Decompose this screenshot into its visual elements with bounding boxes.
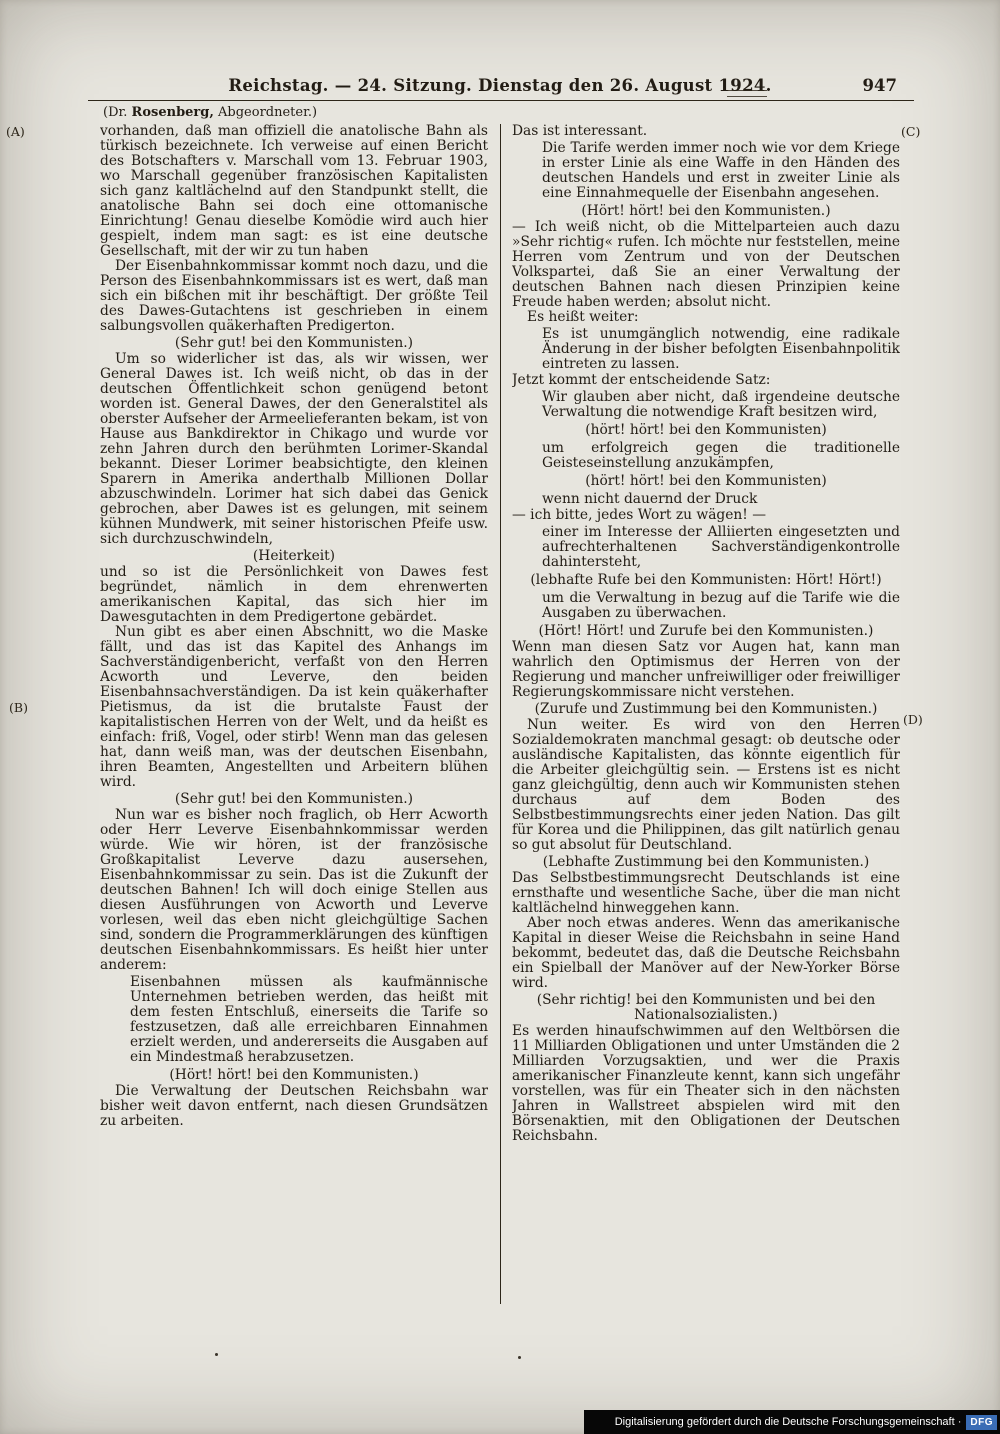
speaker-note-suffix: Abgeordneter.) bbox=[213, 105, 318, 120]
scan-artifact bbox=[727, 90, 767, 97]
interjection-note: (Sehr richtig! bei den Kommunisten und bei den Nationalsozialisten.) bbox=[536, 991, 876, 1023]
speech-paragraph: vorhanden, daß man offiziell die anatolische Bahn als türkisch bezeichnete. Ich verweise auf einen Bericht des Botschafters v. Marschall vom 13. Februar 1903, wo Marschall gegenüber französischen Kapitalisten sich ganz kaltlächelnd auf den Standpunkt stellt, die anatolische Bahn sei doch eine ottomanische Einrichtung! Genau dieselbe Komödie wird auch hier gespielt, indem man sagt: es ist eine deutsche Gesellschaft, mit der wir zu tun haben bbox=[100, 124, 488, 259]
interjection-note: (Heiterkeit) bbox=[252, 547, 336, 564]
interjection-note: (hört! hört! bei den Kommunisten) bbox=[585, 421, 827, 438]
speech-paragraph: — ich bitte, jedes Wort zu wägen! — bbox=[512, 507, 767, 523]
text-columns bbox=[100, 124, 900, 1314]
page-title: Reichstag. — 24. Sitzung. Dienstag den 26. August 1924. bbox=[228, 76, 772, 95]
interjection-note: (Sehr gut! bei den Kommunisten.) bbox=[174, 790, 414, 807]
speech-paragraph: Wenn man diesen Satz vor Augen hat, kann man wahrlich den Optimismus der Herren von der Regierung und mancher unfreiwilliger oder freiwilliger Regierungskommissare nicht verstehen. bbox=[512, 639, 900, 700]
speaker-note-prefix: (Dr. bbox=[103, 105, 132, 120]
interjection-note: (Zurufe und Zustimmung bei den Kommunisten.) bbox=[534, 700, 878, 717]
page-header bbox=[100, 76, 900, 96]
interjection-note: (hört! hört! bei den Kommunisten) bbox=[585, 472, 827, 489]
interjection-note: (Lebhafte Zustimmung bei den Kommunisten.) bbox=[542, 853, 870, 870]
speech-paragraph: Nun war es bisher noch fraglich, ob Herr Acworth oder Herr Leverve Eisenbahnkommissar werden würde. Wie wir hören, ist der französische Großkapitalist Leverve dazu ausersehen, Eisenbahnkommissar zu sein. Das ist die Zukunft der deutschen Bahnen! Ich will doch einige Stellen aus diesen Ausführungen von Acworth und Leverve vorlesen, weil das eben nicht gleichgültige Sachen sind, sondern die Programmerklärungen des künftigen deutschen Eisenbahnkommissars. Es heißt hier unter anderem: bbox=[100, 807, 488, 973]
speech-paragraph: Das Selbstbestimmungsrecht Deutschlands ist eine ernsthafte und wesentliche Sache, über die man nicht kaltlächelnd hinweggehen kann. bbox=[512, 870, 900, 916]
margin-marker-a: (A) bbox=[6, 124, 25, 139]
speech-paragraph: Aber noch etwas anderes. Wenn das amerikanische Kapital in dieser Weise die Reichsbahn in seine Hand bekommt, bedeutet das, daß die Deutsche Reichsbahn ein Spielball der Manöver auf der New-Yorker Börse wird. bbox=[512, 915, 900, 991]
digitization-credit-text: Digitalisierung gefördert durch die Deutsche Forschungsgemeinschaft · bbox=[614, 1416, 962, 1428]
quoted-passage: um die Verwaltung in bezug auf die Tarife wie die Ausgaben zu überwachen. bbox=[542, 589, 900, 621]
speaker-note bbox=[103, 105, 317, 120]
quoted-passage: Es ist unumgänglich notwendig, eine radikale Änderung in der bisher befolgten Eisenbahnpolitik eintreten zu lassen. bbox=[542, 325, 900, 372]
speech-paragraph: Um so widerlicher ist das, als wir wissen, wer General Dawes ist. Ich weiß nicht, ob das in der deutschen Öffentlichkeit schon genügend betont worden ist. General Dawes, der den Generalstitel als oberster Aufseher der Armeelieferanten bekam, ist von Hause aus Bankdirektor in Chikago und wurde vor zehn Jahren durch den berühmten Lorimer-Skandal bekannt. Dieser Lorimer beabsichtigte, den kleinen Sparern in Amerika anderthalb Millionen Dollar abzuschwindeln. Lorimer hat sich dabei das Genick gebrochen, aber Dawes ist es gelungen, mit seinem kühnen Mundwerk, mit seiner historischen Pfeife usw. sich durchzuschwindeln, bbox=[100, 351, 488, 547]
margin-marker-c: (C) bbox=[901, 124, 921, 139]
scan-speck bbox=[518, 1356, 521, 1359]
quoted-passage: wenn nicht dauernd der Druck bbox=[542, 490, 758, 507]
interjection-note: (Hört! hört! bei den Kommunisten.) bbox=[169, 1066, 419, 1083]
quoted-passage: Wir glauben aber nicht, daß irgendeine deutsche Verwaltung die notwendige Kraft besitzen wird, bbox=[542, 388, 900, 420]
speech-paragraph: Nun gibt es aber einen Abschnitt, wo die Maske fällt, und das ist das Kapitel des Anhangs im Sachverständigenbericht, verfaßt von den Herren Acworth und Leverve, den beiden Eisenbahnsachverständigen. Da ist kein quäkerhafter Pietismus, da ist die brutalste Faust der kapitalistischen Herren von der Welt, und da heißt es einfach: friß, Vogel, oder stirb! Wenn man das gelesen hat, dann weiß man, was der deutschen Eisenbahn, ihren Beamten, Angestellten und Arbeitern blühen wird. bbox=[100, 624, 488, 790]
speech-paragraph: Es heißt weiter: bbox=[527, 309, 639, 325]
scan-speck bbox=[215, 1353, 218, 1356]
quoted-passage: Die Tarife werden immer noch wie vor dem Kriege in erster Linie als eine Waffe in den Händen des deutschen Handels und erst in zweiter Linie als eine Einnahmequelle der Eisenbahn angesehen. bbox=[542, 139, 900, 201]
speech-paragraph: Das ist interessant. bbox=[512, 124, 648, 139]
speech-paragraph: und so ist die Persönlichkeit von Dawes fest begründet, nämlich in dem ehrenwerten amerikanischen Kapital, das sich hier im Dawesgutachten in dem Predigertone gebärdet. bbox=[100, 564, 488, 625]
speech-paragraph: Es werden hinaufschwimmen auf den Weltbörsen die 11 Milliarden Obligationen und unter Umständen die 2 Milliarden Vorzugsaktien, und wer die Praxis amerikanischer Finanzleute kennt, kann sich ungefähr vorstellen, was für ein Theater sich in den nächsten Jahren in Wallstreet abspielen wird mit den Börsenaktien, mit den Obligationen der Deutschen Reichsbahn. bbox=[512, 1023, 900, 1144]
margin-marker-d: (D) bbox=[903, 712, 923, 727]
interjection-note: (lebhafte Rufe bei den Kommunisten: Hört! Hört!) bbox=[530, 571, 882, 588]
quoted-passage: einer im Interesse der Alliierten eingesetzten und aufrechterhaltenen Sachverständigenkontrolle dahintersteht, bbox=[542, 523, 900, 570]
right-column bbox=[512, 124, 900, 1314]
page-number: 947 bbox=[862, 76, 897, 95]
interjection-note: (Sehr gut! bei den Kommunisten.) bbox=[174, 334, 414, 351]
speech-paragraph: Jetzt kommt der entscheidende Satz: bbox=[512, 372, 771, 388]
dfg-logo: DFG bbox=[966, 1415, 997, 1430]
column-divider bbox=[500, 124, 501, 1304]
header-rule bbox=[88, 100, 914, 101]
speech-paragraph: Nun weiter. Es wird von den Herren Sozialdemokraten manchmal gesagt: ob deutsche oder ausländische Kapitalisten, das könnte eigentlich für die Arbeiter gleichgültig sein. — Erstens ist es nicht ganz gleichgültig, denn auch wir Kommunisten stehen durchaus auf dem Boden des Selbstbestimmungsrechts einer jeden Nation. Das gilt für Korea und die Philippinen, das gilt natürlich genau so gut absolut für Deutschland. bbox=[512, 717, 900, 853]
speaker-name: Rosenberg, bbox=[131, 105, 214, 120]
interjection-note: (Hört! Hört! und Zurufe bei den Kommunisten.) bbox=[538, 622, 874, 639]
speech-paragraph: Die Verwaltung der Deutschen Reichsbahn war bisher weit davon entfernt, nach diesen Grundsätzen zu arbeiten. bbox=[100, 1083, 488, 1129]
left-column bbox=[100, 124, 488, 1314]
quoted-passage: Eisenbahnen müssen als kaufmännische Unternehmen betrieben werden, das heißt mit dem festen Entschluß, einerseits die Tarife so festzusetzen, daß alle erreichbaren Einnahmen erzielt werden, und andererseits die Ausgaben auf ein Mindestmaß herabzusetzen. bbox=[130, 973, 488, 1065]
speech-paragraph: — Ich weiß nicht, ob die Mittelparteien auch dazu »Sehr richtig« rufen. Ich möchte nur feststellen, meine Herren vom Zentrum und von der Deutschen Volkspartei, daß Sie an einer Verwaltung der deutschen Bahnen nach diesen Prinzipien keine Freude haben werden; absolut nicht. bbox=[512, 219, 900, 310]
margin-marker-b: (B) bbox=[9, 700, 28, 715]
interjection-note: (Hört! hört! bei den Kommunisten.) bbox=[581, 202, 831, 219]
speech-paragraph: Der Eisenbahnkommissar kommt noch dazu, und die Person des Eisenbahnkommissars ist es wert, daß man sich ein bißchen mit ihr beschäftigt. Der größte Teil des Dawes-Gutachtens ist geschrieben in einem salbungsvollen quäkerhaften Predigerton. bbox=[100, 258, 488, 334]
quoted-passage: um erfolgreich gegen die traditionelle Geisteseinstellung anzukämpfen, bbox=[542, 439, 900, 471]
digitization-footer bbox=[584, 1410, 1000, 1434]
